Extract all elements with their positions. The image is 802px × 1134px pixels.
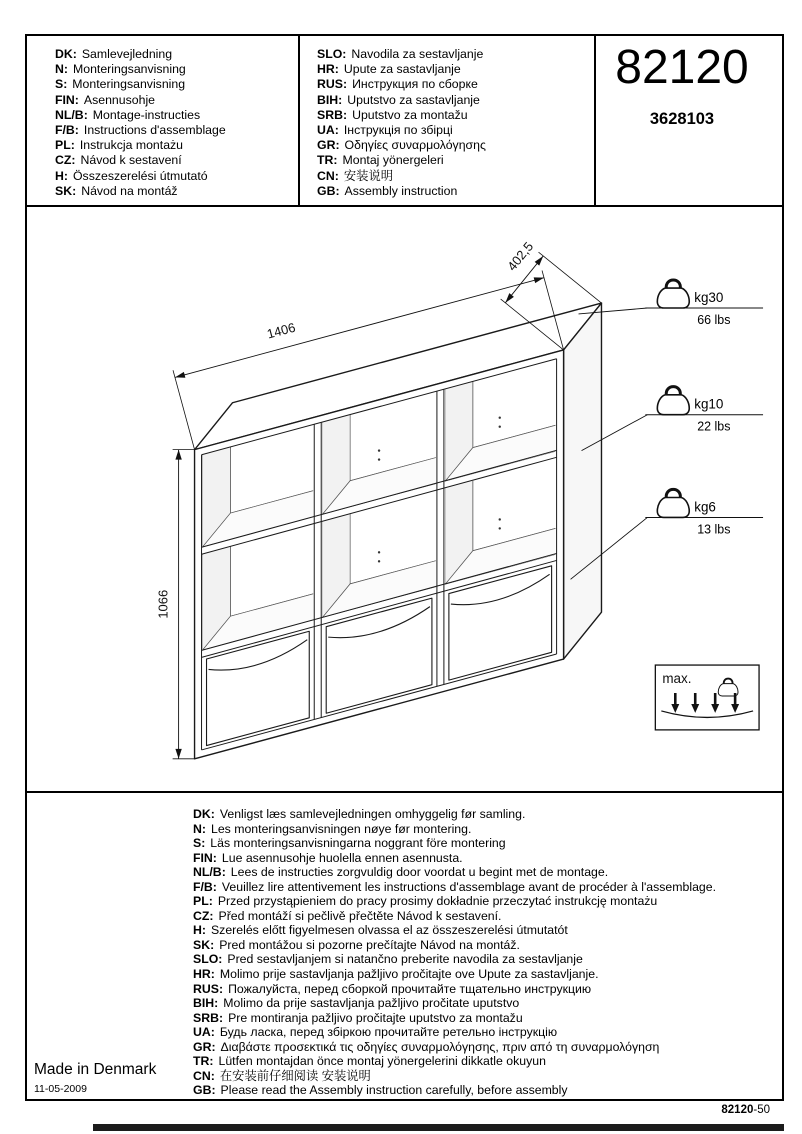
note-code: GR: bbox=[193, 1039, 216, 1054]
max-load-box bbox=[655, 665, 759, 730]
lang-code: SK: bbox=[55, 183, 77, 198]
note-code: CN: bbox=[193, 1068, 215, 1083]
language-row bbox=[317, 93, 594, 108]
lang-text: Інструкція по збірці bbox=[343, 123, 453, 138]
lang-code: SRB: bbox=[317, 107, 348, 122]
language-row bbox=[317, 108, 594, 123]
assembly-drawing bbox=[27, 207, 782, 791]
note-row bbox=[193, 836, 782, 851]
lang-text: Összeszerelési útmutató bbox=[72, 168, 208, 183]
note-code: H: bbox=[193, 923, 206, 938]
note-code: PL: bbox=[193, 894, 213, 909]
note-text: Przed przystąpieniem do pracy prosimy dokładnie przeczytać instrukcję montażu bbox=[217, 894, 658, 909]
notes-section bbox=[27, 793, 782, 1099]
note-code: SK: bbox=[193, 937, 215, 952]
note-code: BIH: bbox=[193, 996, 219, 1011]
note-row bbox=[193, 1025, 782, 1040]
weight-kg-label: kg10 bbox=[694, 396, 724, 412]
note-text: Будь ласка, перед збіркою прочитайте ретельно інструкцію bbox=[219, 1025, 558, 1040]
language-row bbox=[55, 153, 298, 168]
lang-text: Monteringsanvisning bbox=[72, 77, 186, 92]
note-code: SRB: bbox=[193, 1010, 224, 1025]
lang-code: GR: bbox=[317, 138, 340, 153]
lang-code: NL/B: bbox=[55, 107, 88, 122]
lang-code: BIH: bbox=[317, 92, 343, 107]
lang-code: HR: bbox=[317, 62, 339, 77]
note-text: Διαβάστε προσεκτικά τις οδηγίες συναρμολόγησης, πριν από τη συναρμολόγηση bbox=[220, 1039, 660, 1054]
note-row bbox=[193, 865, 782, 880]
kettlebell-icon bbox=[657, 387, 689, 415]
note-text: Lütfen montajdan önce montaj yönergelerini dikkatle okuyun bbox=[218, 1054, 546, 1069]
note-text: 在安装前仔细阅读 安装说明 bbox=[219, 1068, 371, 1083]
note-row bbox=[193, 1054, 782, 1069]
page-frame bbox=[25, 34, 784, 1101]
note-text: Venligst læs samlevejledningen omhyggelig før samling. bbox=[219, 807, 526, 821]
weight-kg-label: kg30 bbox=[694, 290, 724, 306]
language-row bbox=[55, 47, 298, 62]
doc-number-suffix: -50 bbox=[753, 1104, 770, 1116]
header bbox=[27, 36, 782, 207]
lang-text: Инструкция по сборке bbox=[352, 77, 478, 92]
kettlebell-icon bbox=[657, 489, 689, 517]
weight-lbs-label: 22 lbs bbox=[697, 419, 731, 434]
note-row bbox=[193, 996, 782, 1011]
lang-text: Asennusohje bbox=[83, 92, 156, 107]
language-row bbox=[317, 123, 594, 138]
note-row bbox=[193, 1083, 782, 1098]
weight-kg-label: kg6 bbox=[694, 499, 716, 515]
lang-text: Monteringsanvisning bbox=[72, 62, 186, 77]
language-row bbox=[317, 153, 594, 168]
drawing-panel bbox=[27, 207, 782, 793]
lang-text: Uputstvo za montažu bbox=[352, 107, 468, 122]
note-code: F/B: bbox=[193, 879, 217, 894]
note-text: Pred montážou si pozorne prečítajte Návod na montáž. bbox=[219, 937, 520, 952]
note-code: S: bbox=[193, 836, 206, 851]
lang-text: Instrukcja montażu bbox=[79, 138, 184, 153]
lang-text: Montage-instructies bbox=[92, 107, 201, 122]
note-code: HR: bbox=[193, 967, 215, 982]
lang-code: SLO: bbox=[317, 47, 347, 61]
weight-limit-shelf bbox=[582, 387, 764, 451]
lang-code: DK: bbox=[55, 47, 77, 61]
note-row bbox=[193, 967, 782, 982]
lang-text: 安装说明 bbox=[343, 168, 394, 183]
note-row bbox=[193, 952, 782, 967]
lang-code: CN: bbox=[317, 168, 339, 183]
kettlebell-icon bbox=[657, 280, 689, 308]
print-date: 11-05-2009 bbox=[34, 1083, 87, 1095]
language-row bbox=[317, 77, 594, 92]
weight-limit-top bbox=[579, 280, 764, 327]
note-row bbox=[193, 1040, 782, 1055]
note-text: Molimo da prije sastavljanja pažljivo pročitate uputstvo bbox=[223, 996, 520, 1011]
lang-text: Samlevejledning bbox=[81, 47, 173, 61]
note-code: RUS: bbox=[193, 981, 224, 996]
note-text: Please read the Assembly instruction carefully, before assembly bbox=[220, 1083, 568, 1098]
lang-text: Návod k sestavení bbox=[80, 153, 182, 168]
lang-code: FIN: bbox=[55, 92, 79, 107]
note-text: Před montáží si pečlivě přečtěte Návod k sestavení. bbox=[218, 908, 502, 923]
lang-code: PL: bbox=[55, 138, 75, 153]
dim-depth-label: 402,5 bbox=[504, 238, 537, 274]
doc-number bbox=[686, 1104, 770, 1116]
lang-text: Instructions d'assemblage bbox=[83, 123, 226, 138]
lang-text: Montaj yönergeleri bbox=[342, 153, 444, 168]
dimension-height bbox=[156, 450, 195, 759]
note-text: Pred sestavljanjem si natančno preberite navodila za sestavljanje bbox=[227, 952, 583, 967]
dim-height-label: 1066 bbox=[155, 589, 171, 619]
article-number: 3628103 bbox=[649, 110, 715, 128]
doc-number-code: 82120 bbox=[721, 1104, 754, 1116]
note-row bbox=[193, 894, 782, 909]
note-text: Szerelés előtt figyelmesen olvassa el az összeszerelési útmutatót bbox=[210, 923, 568, 938]
model-number: 82120 bbox=[615, 41, 749, 94]
note-code: CZ: bbox=[193, 908, 214, 923]
lang-text: Navodila za sestavljanje bbox=[351, 47, 484, 61]
language-row bbox=[55, 62, 298, 77]
language-row bbox=[55, 77, 298, 92]
dim-width-label: 1406 bbox=[265, 319, 298, 342]
note-row bbox=[193, 1011, 782, 1026]
language-row bbox=[55, 169, 298, 184]
lang-text: Οδηγίες συναρμολόγησης bbox=[344, 138, 486, 153]
note-code: TR: bbox=[193, 1054, 214, 1069]
note-row bbox=[193, 938, 782, 953]
language-row bbox=[55, 123, 298, 138]
note-row bbox=[193, 1069, 782, 1084]
note-text: Пожалуйста, перед сборкой прочитайте тщательно инструкцию bbox=[228, 981, 592, 996]
language-row bbox=[55, 93, 298, 108]
lang-text: Upute za sastavljanje bbox=[343, 62, 461, 77]
note-code: NL/B: bbox=[193, 865, 226, 880]
language-list-left bbox=[27, 36, 300, 205]
weight-lbs-label: 13 lbs bbox=[697, 522, 731, 537]
note-text: Lees de instructies zorgvuldig door voordat u begint met de montage. bbox=[230, 865, 609, 880]
note-code: FIN: bbox=[193, 850, 217, 865]
lang-code: RUS: bbox=[317, 77, 348, 92]
lang-text: Assembly instruction bbox=[344, 183, 458, 198]
note-text: Veuillez lire attentivement les instructions d'assemblage avant de procéder à l'assemblage. bbox=[221, 879, 717, 894]
note-row bbox=[193, 982, 782, 997]
lang-code: CZ: bbox=[55, 153, 76, 168]
language-row bbox=[317, 62, 594, 77]
language-list-right bbox=[300, 36, 596, 205]
language-row bbox=[55, 108, 298, 123]
language-row bbox=[317, 47, 594, 62]
note-text: Molimo prije sastavljanja pažljivo pročitajte ove Upute za sastavljanje. bbox=[219, 967, 599, 982]
max-label: max. bbox=[662, 671, 692, 687]
lang-code: F/B: bbox=[55, 123, 79, 138]
note-text: Läs monteringsanvisningarna noggrant före montering bbox=[210, 836, 506, 851]
weight-lbs-label: 66 lbs bbox=[697, 312, 731, 327]
note-text: Les monteringsanvisningen nøye før montering. bbox=[210, 821, 472, 836]
note-row bbox=[193, 822, 782, 837]
note-row bbox=[193, 851, 782, 866]
made-in-denmark-label: Made in Denmark bbox=[34, 1061, 157, 1078]
note-row bbox=[193, 807, 782, 822]
lang-text: Uputstvo za sastavljanje bbox=[347, 92, 480, 107]
lang-text: Návod na montáž bbox=[81, 183, 178, 198]
note-row bbox=[193, 909, 782, 924]
note-code: N: bbox=[193, 821, 206, 836]
header-numbers bbox=[596, 36, 782, 205]
lang-code: H: bbox=[55, 168, 68, 183]
language-row bbox=[317, 169, 594, 184]
note-row bbox=[193, 923, 782, 938]
note-text: Pre montiranja pažljivo pročitajte uputstvo za montažu bbox=[228, 1010, 523, 1025]
lang-code: UA: bbox=[317, 123, 339, 138]
language-row bbox=[317, 184, 594, 199]
language-row bbox=[317, 138, 594, 153]
lang-code: S: bbox=[55, 77, 68, 92]
note-row bbox=[193, 880, 782, 895]
language-row bbox=[55, 184, 298, 199]
note-code: GB: bbox=[193, 1083, 216, 1098]
lang-code: N: bbox=[55, 62, 68, 77]
lang-code: TR: bbox=[317, 153, 338, 168]
note-code: UA: bbox=[193, 1025, 215, 1040]
page-edge-strip bbox=[93, 1124, 784, 1131]
shelf-unit bbox=[195, 303, 602, 759]
note-text: Lue asennusohje huolella ennen asennusta. bbox=[221, 850, 463, 865]
note-code: SLO: bbox=[193, 952, 223, 967]
language-row bbox=[55, 138, 298, 153]
lang-code: GB: bbox=[317, 183, 340, 198]
note-code: DK: bbox=[193, 807, 215, 821]
